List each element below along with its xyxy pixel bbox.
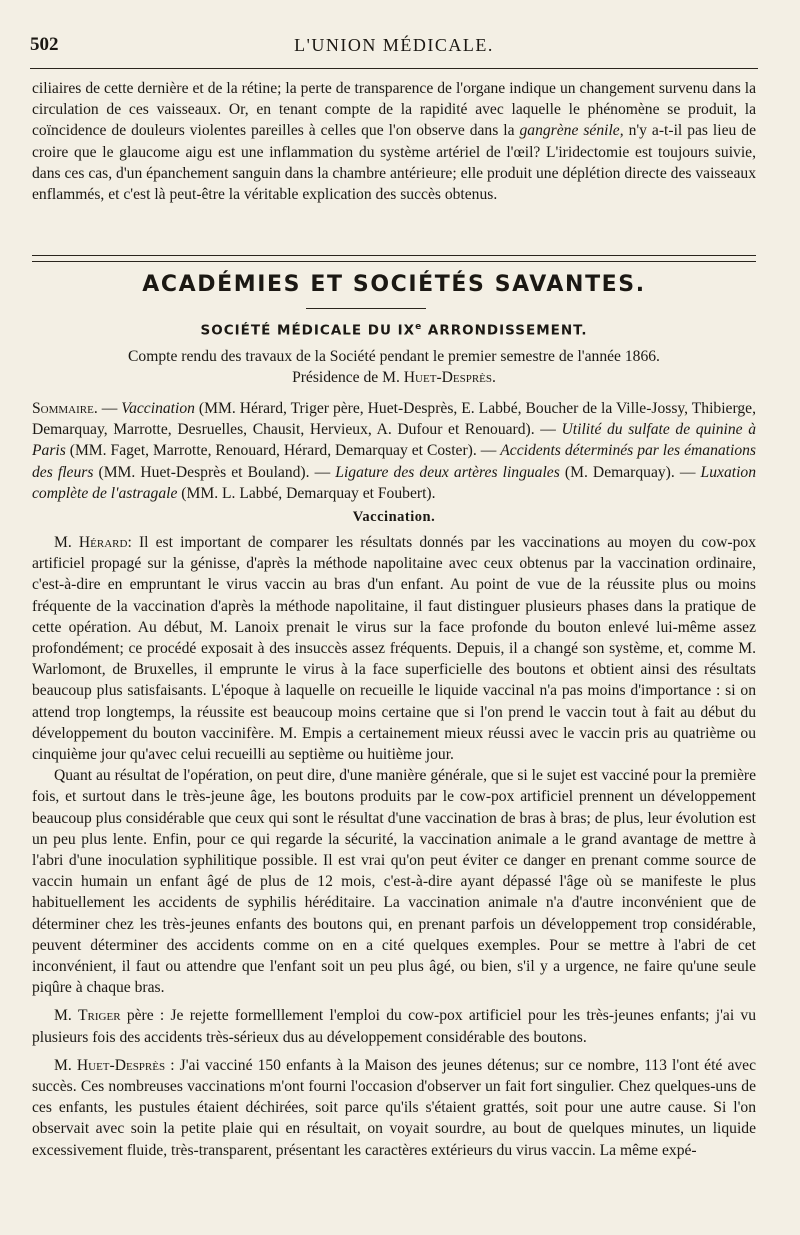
sommaire-label: Sommaire. <box>32 400 98 417</box>
triger-text: père : Je rejette formelllement l'emploi du cow-pox artificiel pour les très-jeunes enfants; j'ai vu plusieurs fois des accidents très-sérieux dus au développement considérable des boutons. <box>32 1007 757 1046</box>
sommaire-topic-4: Ligature des deux artères linguales <box>335 463 560 481</box>
sommaire-names-1: (MM. Hérard, Triger père, Huet-Desprès, E. Labbé, Boucher de la Ville-Jossy, Thibierge, Demarquay, Marrotte, Desruelles, Chausit, Hervieux, A. Dufour et Renouard). — <box>32 400 756 439</box>
intro-paragraph <box>32 78 756 205</box>
herard-text: : Il est important de comparer les résultats donnés par les vaccinations au moyen du cow-pox artificiel propagé sur la génisse, d'après la méthode napolitaine avec ceux obtenus par la vaccination ordinaire, c'est-à-dire en empruntant le virus vaccin au bras d'un enfant. Au point de vue de la réussite plus ou moins fréquente de la vaccination d'après la méthode napolitaine, il faut distinguer plusieurs phases dans la pratique de cette opération. Au début, M. Lanoix prenait le virus sur la face profonde du bouton enlevé lui-même assez profondément; ce procédé exposait à des insuccès assez fréquents. Depuis, il a changé son système, et, comme M. Warlomont, de Bruxelles, il emprunte le virus à la face superficielle des boutons et obtient ainsi des résultats beaucoup plus satisfaisants. L'époque à laquelle on recueille le liquide vaccinal n'a pas moins d'importance : si on attend trop longtemps, la réussite est beaucoup moins certaine que si l'on prend le vaccin tout à fait au début du développement du bouton vaccinifère. M. Empis a certainement mieux réussi avec le vaccin pris au quatrième ou cinquième jour qu'avec celui recueilli au septième ou huitième jour. <box>32 534 756 764</box>
speaker-herard: Hérard <box>78 534 128 551</box>
society-prefix: SOCIÉTÉ MÉDICALE DU IX <box>200 322 416 339</box>
paragraph-quant: Quant au résultat de l'opération, on peut dire, d'une manière générale, que si le sujet est vacciné pour la première fois, et surtout dans le très-jeune âge, les boutons produits par le cow-pox artificiel prennent un développement beaucoup plus considérable que ceux qui sont le résultat d'une vaccination de bras à bras; de plus, leur évolution est un peu plus lente. Enfin, pour ce qui regarde la sécurité, la vaccination animale a le grand avantage de mettre à l'abri d'une inoculation syphilitique possible. Il est vrai qu'on peut éviter ce danger en prenant comme source de vaccin humain un enfant âgé de plus de 12 mois, c'est-à-dire ayant dépassé l'âge où se manifeste le plus habituellement les accidents de syphilis héréditaire. La vaccination animale n'a d'autre inconvénient que de déterminer chez les très-jeunes enfants des boutons qui, en prenant parfois un développement trop considérable, peuvent déterminer des accidents comme on en a cité quelques exemples. Pour se mettre à l'abri de cet inconvénient, il faut ou attendre que l'enfant soit un peu plus âgé, ou bien, s'il y a urgence, ne faire qu'une seule piqûre à chaque bras. <box>32 767 756 997</box>
sommaire-topic-3: Accidents déterminés par les émanations des fleurs <box>32 442 756 481</box>
sommaire-topic-5: Luxation complète de l'astragale <box>32 463 756 502</box>
article-body <box>32 532 756 1161</box>
society-heading <box>32 322 756 339</box>
sommaire-names-2: (MM. Faget, Marrotte, Renouard, Hérard, Demarquay et Coster). — <box>69 442 497 460</box>
presidence-line <box>32 369 756 387</box>
sommaire-paragraph: Sommaire. — Vaccination (MM. Hérard, Triger père, Huet-Desprès, E. Labbé, Boucher de la Ville-Jossy, Thibierge, Demarquay, Marrotte, Desruelles, Chausit, Hervieux, A. Dufour et Renouard). — Utilité du sulfate de quinine à Paris (MM. Faget, Marrotte, Renouard, Hérard, Demarquay et Coster). — Accidents déterminés par les émanations des fleurs (MM. Huet-Desprès et Bouland). — Ligature des deux artères linguales (M. Demarquay). — Luxation complète de l'astragale (MM. L. Labbé, Demarquay et Foubert). <box>32 400 756 502</box>
header-rule <box>30 68 758 69</box>
running-head <box>30 34 758 58</box>
paragraph-triger <box>32 1005 756 1047</box>
speaker-prefix: M. <box>54 1007 79 1025</box>
intro-italic: gangrène sénile, <box>519 122 624 140</box>
speaker-prefix: M. <box>54 1056 77 1074</box>
speaker-triger: Triger <box>78 1007 121 1025</box>
sommaire-topic-1: Vaccination <box>121 400 195 417</box>
sommaire-names-3: (MM. Huet-Desprès et Bouland). — <box>98 463 331 481</box>
president-name: Huet-Desprès. <box>403 369 496 386</box>
sommaire-names-5: (MM. L. Labbé, Demarquay et Foubert). <box>181 484 436 502</box>
vaccination-subheading: Vaccination. <box>352 509 436 525</box>
section-title: ACADÉMIES ET SOCIÉTÉS SAVANTES. <box>142 272 646 297</box>
paragraph-huet <box>32 1055 756 1161</box>
report-subtitle: Compte rendu des travaux de la Société pendant le premier semestre de l'année 1866. <box>128 348 660 365</box>
huet-text: : J'ai vacciné 150 enfants à la Maison des jeunes détenus; sur ce nombre, 113 l'ont été avec succès. Ces nombreuses vaccinations m'ont fourni l'occasion d'observer un fait fort singulier. Chez quelques-uns de ces enfants, les pustules étaient déchirées, soit parce qu'ils s'étaient grattés, soit pour une autre cause. Si l'on observait avec soin la petite plaie qui en résultait, on voyait sourdre, au bout de quelques minutes, un liquide excessivement fluide, très-transparent, présentant les caractères extérieurs du virus vaccin. La même expé- <box>32 1056 756 1159</box>
presidence-prefix: Présidence de M. <box>292 369 404 386</box>
speaker-prefix: M. <box>54 534 79 551</box>
section-double-rule <box>32 255 756 262</box>
section-short-rule <box>306 308 426 309</box>
intro-text: ciliaires de cette dernière et de la rétine; la perte de transparence de l'organe indique un changement survenu dans la circulation de ces vaisseaux. Or, en tenant compte de la rapidité avec laquelle le phénomène se produit, la coïncidence de douleurs violentes pareilles à celles que l'on observe dans la <box>32 80 756 140</box>
sommaire-names-4: (M. Demarquay). — <box>564 463 696 481</box>
speaker-huet: Huet-Desprès <box>76 1056 166 1074</box>
society-suffix: ARRONDISSEMENT. <box>422 322 588 339</box>
sommaire-topic-2: Utilité du sulfate de quinine à Paris <box>32 421 756 460</box>
society-superscript: e <box>415 322 423 332</box>
page-number: 502 <box>30 34 59 55</box>
paragraph-herard <box>32 532 756 765</box>
intro-text-continued: n'y a-t-il pas lieu de croire que le glaucome aigu est une inflammation du système artériel de l'œil? L'iridectomie est toujours suivie, dans ces cas, d'un épanchement sanguin dans la chambre antérieure; elle produit une déplétion directe des vaisseaux enflammés, et c'est là peut-être la véritable explication des succès obtenus. <box>32 122 756 204</box>
journal-title: L'UNION MÉDICALE. <box>294 35 494 55</box>
